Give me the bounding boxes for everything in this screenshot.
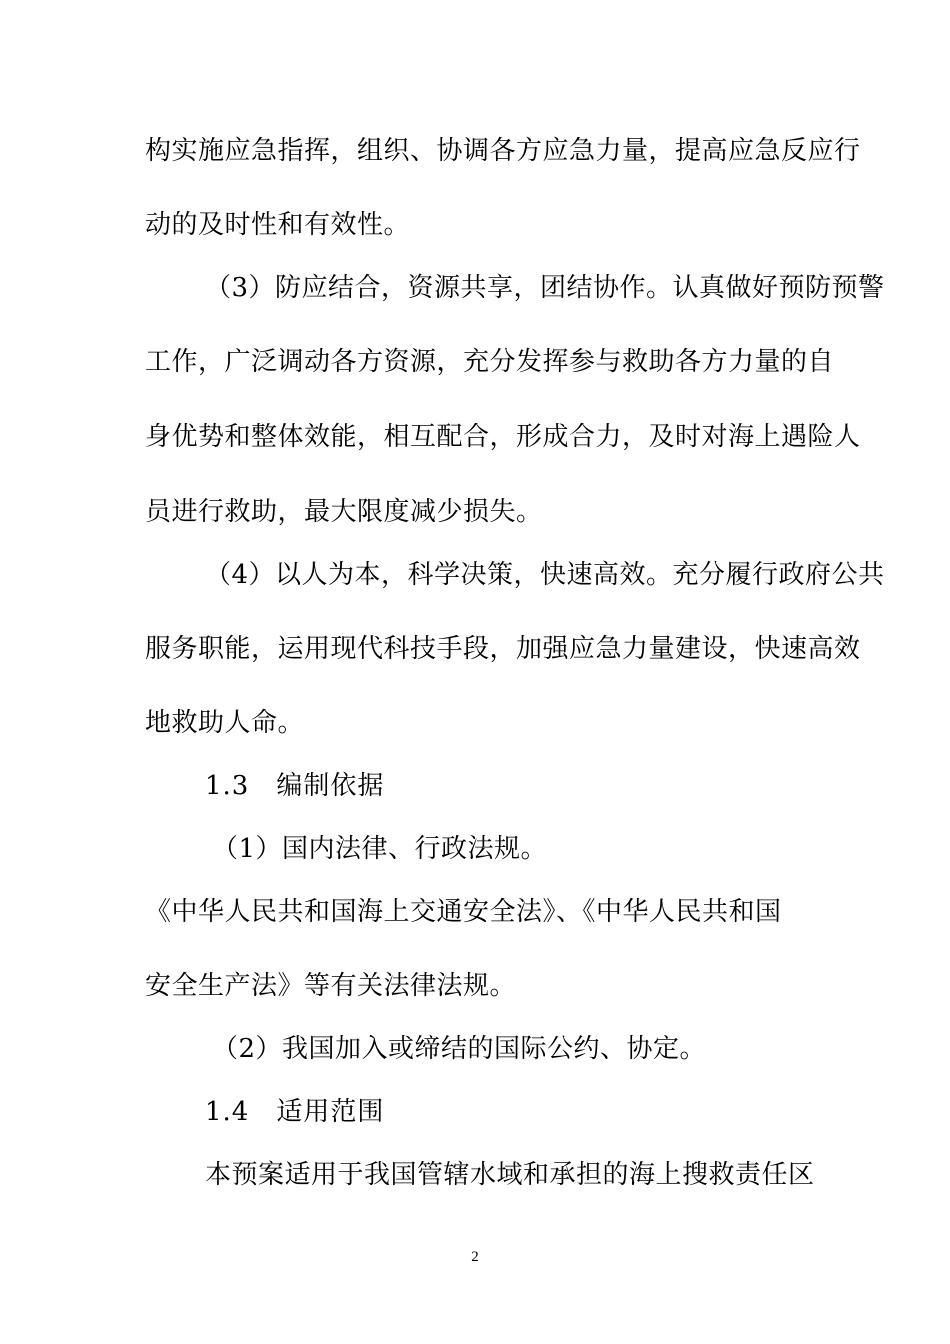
body-line: 工作，广泛调动各方资源，充分发挥参与救助各方力量的自 xyxy=(145,347,835,377)
body-line: 《中华人民共和国海上交通安全法》、《中华人民共和国 xyxy=(145,897,782,927)
body-line: 构实施应急指挥，组织、协调各方应急力量，提高应急反应行 xyxy=(145,136,861,166)
paragraph-line: （4）以人为本，科学决策，快速高效。充分履行政府公共 xyxy=(205,560,885,590)
paragraph-line: 本预案适用于我国管辖水域和承担的海上搜救责任区 xyxy=(205,1160,815,1190)
paragraph-line: （1）国内法律、行政法规。 xyxy=(212,834,548,864)
body-line: 员进行救助，最大限度减少损失。 xyxy=(145,497,543,527)
paragraph-line: （2）我国加入或缔结的国际公约、协定。 xyxy=(212,1034,707,1064)
body-line: 服务职能，运用现代科技手段，加强应急力量建设，快速高效 xyxy=(145,634,861,664)
section-heading-1-3: 1.3 编制依据 xyxy=(205,771,385,801)
paragraph-line: （3）防应结合，资源共享，团结协作。认真做好预防预警 xyxy=(205,273,885,303)
body-line: 动的及时性和有效性。 xyxy=(145,210,411,240)
body-line: 安全生产法》等有关法律法规。 xyxy=(145,971,517,1001)
page-number: 2 xyxy=(471,1249,479,1265)
body-line: 身优势和整体效能，相互配合，形成合力，及时对海上遇险人 xyxy=(145,422,861,452)
section-heading-1-4: 1.4 适用范围 xyxy=(205,1097,385,1127)
body-line: 地救助人命。 xyxy=(145,708,305,738)
